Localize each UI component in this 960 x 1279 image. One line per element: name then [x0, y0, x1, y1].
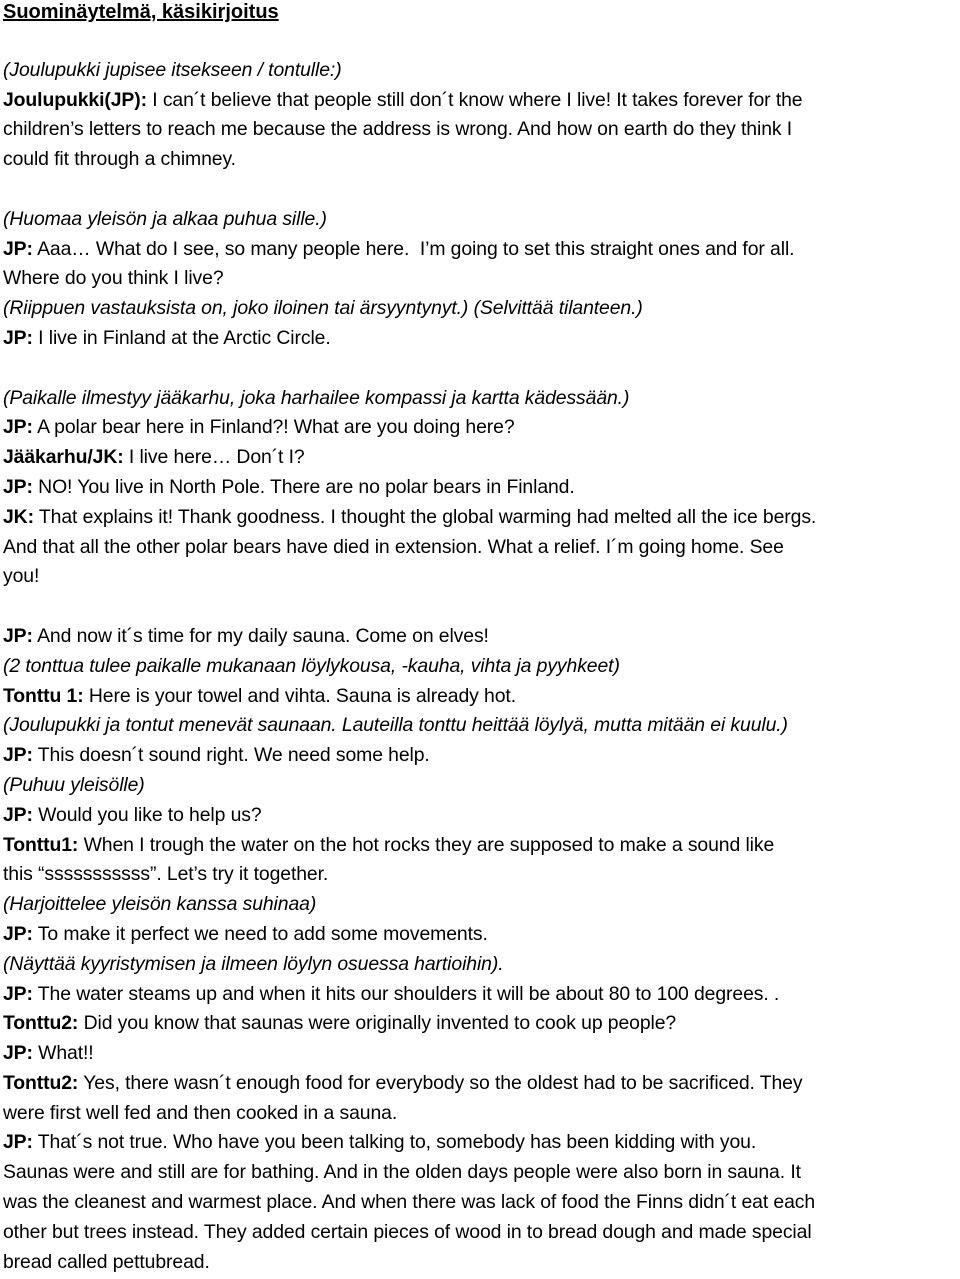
speaker-name: JP: — [3, 744, 33, 767]
text-line: Saunas were and still are for bathing. And in the olden days people were also born in sauna. It — [3, 1161, 801, 1184]
dialogue-line — [3, 1128, 958, 1158]
dialogue-line — [3, 413, 958, 443]
dialogue-line — [3, 443, 958, 473]
text-line: bread called pettubread. — [3, 1250, 210, 1273]
blank-line — [3, 175, 958, 205]
dialogue-line — [3, 324, 958, 354]
speech-text: A polar bear here in Finland?! What are you doing here? — [32, 416, 515, 439]
speech-text: I can´t believe that people still don´t know where I live! It takes forever for the — [146, 88, 803, 111]
text-line: And that all the other polar bears have died in extension. What a relief. I´m going home. See — [3, 535, 784, 558]
stage-direction: (2 tonttua tulee paikalle mukanaan löylykousa, -kauha, vihta ja pyyhkeet) — [3, 654, 620, 677]
speaker-name: JP: — [3, 1131, 33, 1154]
dialogue-line — [3, 473, 958, 503]
dialogue-line — [3, 1069, 958, 1099]
speaker-name: JP: — [3, 475, 33, 498]
text-line: were first well fed and then cooked in a sauna. — [3, 1101, 398, 1124]
text-line: could fit through a chimney. — [3, 148, 236, 171]
speaker-name: Tonttu 1: — [3, 684, 84, 707]
speaker-name: JP: — [3, 803, 33, 826]
speaker-name: JK: — [3, 505, 34, 528]
blank-line — [3, 354, 958, 384]
stage-direction: (Huomaa yleisön ja alkaa puhua sille.) — [3, 207, 327, 230]
speech-text: The water steams up and when it hits our shoulders it will be about 80 to 100 degrees. . — [32, 982, 780, 1005]
speech-text: When I trough the water on the hot rocks they are supposed to make a sound like — [78, 833, 775, 856]
text-line: was the cleanest and warmest place. And when there was lack of food the Finns didn´t eat each — [3, 1191, 816, 1214]
stage-direction: (Joulupukki ja tontut menevät saunaan. Lauteilla tonttu heittää löylyä, mutta mitään ei kuulu.) — [3, 714, 788, 737]
stage-direction: (Näyttää kyyristymisen ja ilmeen löylyn osuessa hartioihin). — [3, 952, 504, 975]
speaker-name: JP: — [3, 1042, 33, 1065]
dialogue-line — [3, 741, 958, 771]
stage-direction: (Paikalle ilmestyy jääkarhu, joka harhailee kompassi ja kartta kädessään.) — [3, 386, 630, 409]
dialogue-line — [3, 235, 958, 265]
speech-text: Would you like to help us? — [32, 803, 262, 826]
text-line: Where do you think I live? — [3, 267, 224, 290]
speech-text: NO! You live in North Pole. There are no polar bears in Finland. — [32, 475, 575, 498]
text-line: other but trees instead. They added certain pieces of wood in to bread dough and made special — [3, 1220, 812, 1243]
stage-direction: (Joulupukki jupisee itsekseen / tontulle:) — [3, 58, 342, 81]
speech-text: To make it perfect we need to add some movements. — [32, 922, 488, 945]
dialogue-line — [3, 622, 958, 652]
speech-text: That explains it! Thank goodness. I thought the global warming had melted all the ice bergs. — [33, 505, 817, 528]
speech-text: Aaa… What do I see, so many people here. I’m going to set this straight ones and for all. — [32, 237, 795, 260]
dialogue-line — [3, 86, 958, 116]
speech-text: I live here… Don´t I? — [123, 446, 305, 469]
speaker-name: JP: — [3, 416, 33, 439]
dialogue-line — [3, 503, 958, 533]
speech-text: That´s not true. Who have you been talking to, somebody has been kidding with you. — [32, 1131, 757, 1154]
text-line: this “sssssssssss”. Let’s try it together. — [3, 863, 329, 886]
dialogue-line — [3, 1009, 958, 1039]
speech-text: What!! — [32, 1042, 94, 1065]
dialogue-line — [3, 980, 958, 1010]
dialogue-line — [3, 1039, 958, 1069]
stage-direction: (Riippuen vastauksista on, joko iloinen tai ärsyyntynyt.) (Selvittää tilanteen.) — [3, 297, 643, 320]
script-body — [3, 26, 958, 1277]
speech-text: Did you know that saunas were originally invented to cook up people? — [78, 1012, 677, 1035]
dialogue-line — [3, 831, 958, 861]
speaker-name: Jääkarhu/JK: — [3, 446, 124, 469]
speaker-name: Tonttu1: — [3, 833, 79, 856]
speech-text: This doesn´t sound right. We need some help. — [32, 744, 430, 767]
text-line: children’s letters to reach me because the address is wrong. And how on earth do they think I — [3, 118, 793, 141]
speaker-name: JP: — [3, 237, 33, 260]
speech-text: Yes, there wasn´t enough food for everybody so the oldest had to be sacrificed. They — [78, 1071, 803, 1094]
document-page — [3, 0, 958, 1277]
speaker-name: JP: — [3, 624, 33, 647]
text-line: you! — [3, 565, 40, 588]
speech-text: I live in Finland at the Arctic Circle. — [32, 326, 331, 349]
speaker-name: JP: — [3, 326, 33, 349]
speaker-name: JP: — [3, 922, 33, 945]
speaker-name: Tonttu2: — [3, 1012, 79, 1035]
dialogue-line — [3, 682, 958, 712]
blank-line — [3, 26, 958, 56]
speaker-name: JP: — [3, 982, 33, 1005]
document-title: Suominäytelmä, käsikirjoitus — [3, 1, 279, 23]
dialogue-line — [3, 801, 958, 831]
speech-text: And now it´s time for my daily sauna. Come on elves! — [32, 624, 489, 647]
stage-direction: (Harjoittelee yleisön kanssa suhinaa) — [3, 893, 317, 916]
dialogue-line — [3, 920, 958, 950]
speaker-name: Joulupukki(JP): — [3, 88, 147, 111]
speaker-name: Tonttu2: — [3, 1071, 79, 1094]
blank-line — [3, 592, 958, 622]
stage-direction: (Puhuu yleisölle) — [3, 773, 145, 796]
speech-text: Here is your towel and vihta. Sauna is already hot. — [83, 684, 516, 707]
